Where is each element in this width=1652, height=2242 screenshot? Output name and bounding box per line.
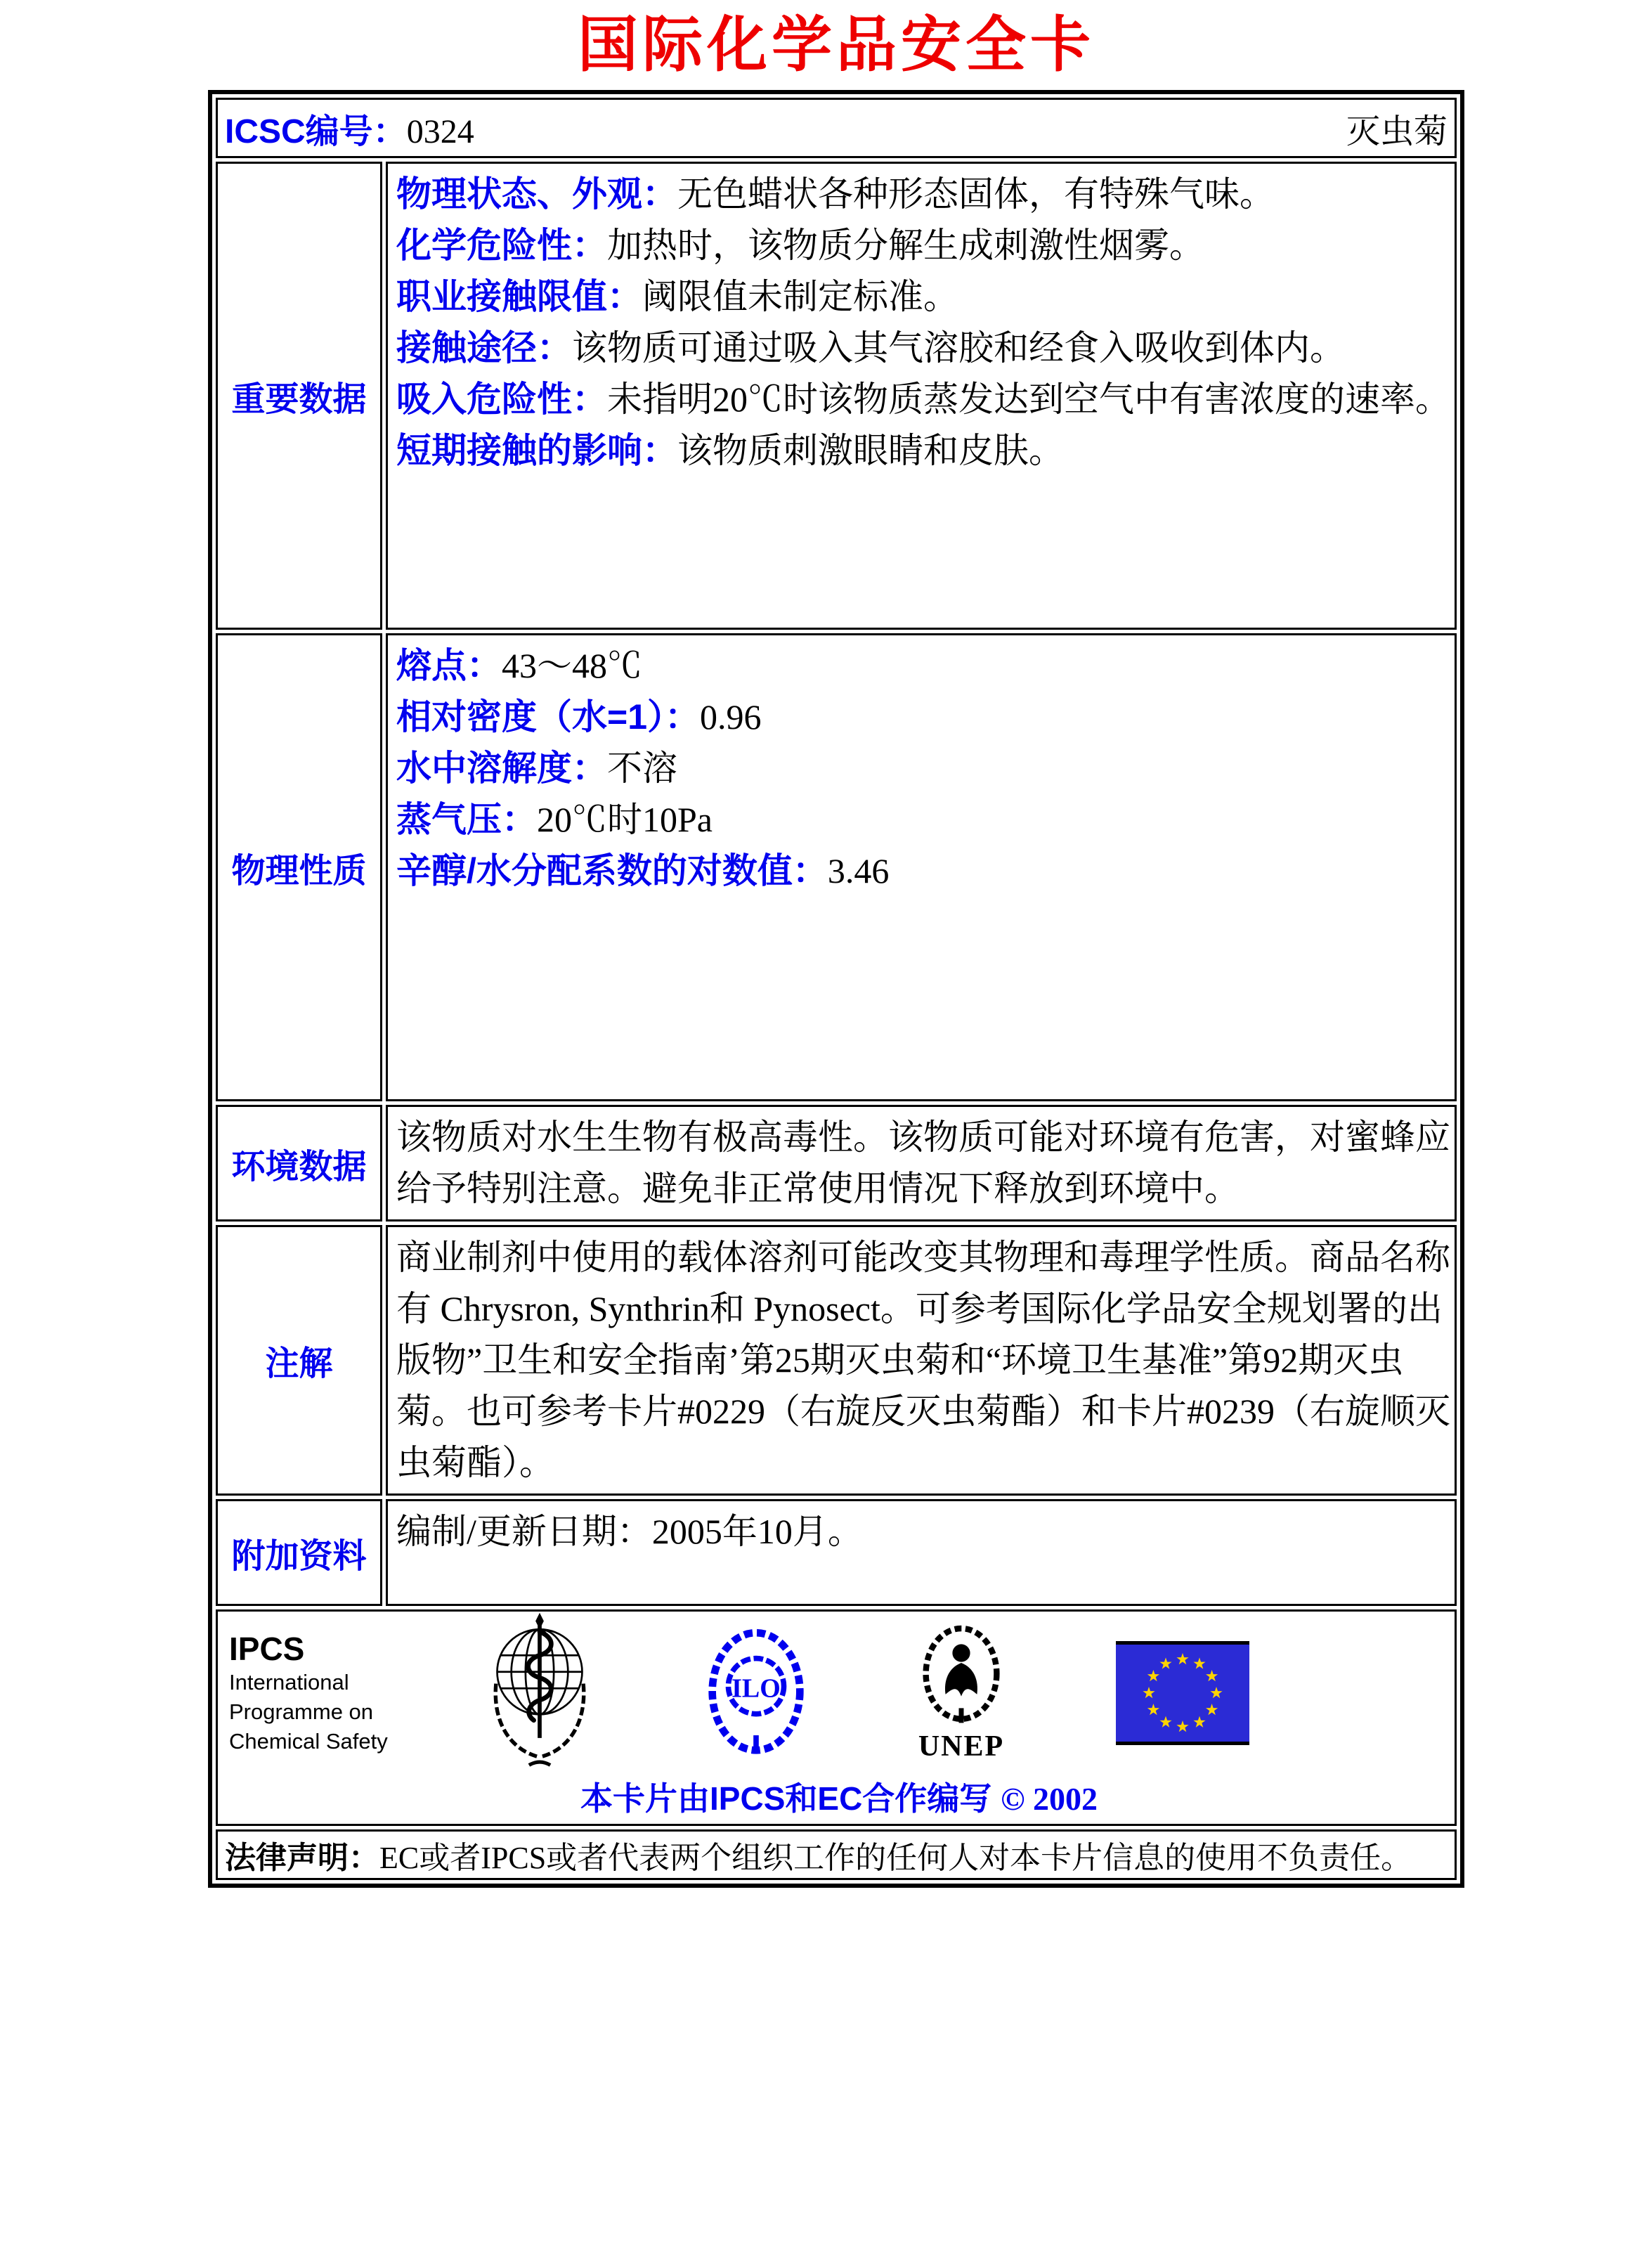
notes-text: 商业制剂中使用的载体溶剂可能改变其物理和毒理学性质。商品名称有 Chrysron, Synthrin和 Pynosect。可参考国际化学品安全规划署的出版物”卫生和安全指南’第25期灭虫菊和“环境卫生基准”第92期灭虫菊。也可参考卡片#0229（右旋反灭虫菊酯）和卡片#0239（右旋顺灭虫菊酯）。 xyxy=(396,1238,1450,1482)
field-text: 3.46 xyxy=(827,851,890,890)
field-text: 43～48℃ xyxy=(502,646,642,685)
field-label: 吸入危险性： xyxy=(396,380,607,419)
physical-properties-section-label: 物理性质 xyxy=(231,852,367,890)
field-vapor-pressure xyxy=(396,794,1452,845)
field-text: 无色蜡状各种形态固体，有特殊气味。 xyxy=(677,174,1275,214)
credit-line xyxy=(223,1773,1455,1820)
ipcs-line-2: Programme on xyxy=(229,1699,374,1724)
chemical-name: 灭虫菊 xyxy=(1346,112,1448,150)
environmental-data-text: 该物质对水生生物有极高毒性。该物质可能对环境有危害，对蜜蜂应给予特别注意。避免非正常使用情况下释放到环境中。 xyxy=(396,1117,1450,1208)
icsc-number-label: ICSC编号： xyxy=(225,112,407,150)
unep-label: UNEP xyxy=(918,1730,1005,1763)
environmental-data-section-label: 环境数据 xyxy=(231,1148,367,1186)
notes-row xyxy=(216,1225,1457,1496)
field-text: 加热时，该物质分解生成刺激性烟雾。 xyxy=(607,226,1204,265)
field-exposure-route xyxy=(396,323,1452,374)
field-label: 接触途径： xyxy=(396,328,572,368)
field-label: 熔点： xyxy=(396,646,502,685)
ipcs-acronym: IPCS xyxy=(229,1631,305,1667)
field-label: 职业接触限值： xyxy=(396,277,642,316)
header-row xyxy=(216,98,1457,158)
field-text: 阈限值未制定标准。 xyxy=(642,277,958,316)
eu-flag-icon xyxy=(1116,1641,1249,1745)
field-short-term-effects xyxy=(396,425,1452,477)
field-text: 该物质可通过吸入其气溶胶和经食入吸收到体内。 xyxy=(572,328,1345,368)
logos-strip xyxy=(223,1619,1455,1768)
icsc-card-table xyxy=(208,90,1464,1888)
field-melting-point xyxy=(396,640,1452,692)
field-label: 相对密度（水=1）： xyxy=(396,697,701,737)
environmental-data-row xyxy=(216,1105,1457,1222)
logos-row xyxy=(216,1609,1457,1826)
unep-logo-icon xyxy=(912,1624,1010,1731)
ilo-logo-icon xyxy=(703,1627,809,1759)
ipcs-text-block xyxy=(223,1630,434,1756)
field-label: 化学危险性： xyxy=(396,226,607,265)
notes-content xyxy=(386,1225,1457,1496)
legal-notice xyxy=(225,1832,1448,1877)
additional-info-text: 编制/更新日期：2005年10月。 xyxy=(396,1512,863,1551)
field-label: 短期接触的影响： xyxy=(396,431,677,470)
additional-info-section-label: 附加资料 xyxy=(231,1537,367,1575)
icsc-number-value: 0324 xyxy=(406,112,474,150)
field-octanol-water xyxy=(396,845,1452,897)
credit-text: 本卡片由IPCS和EC合作编写 xyxy=(580,1780,992,1817)
field-text: 未指明20℃时该物质蒸发达到空气中有害浓度的速率。 xyxy=(607,380,1450,419)
legal-row xyxy=(216,1829,1457,1880)
legal-label: 法律声明： xyxy=(225,1841,379,1875)
ipcs-line-3: Chemical Safety xyxy=(229,1729,388,1754)
who-logo-icon xyxy=(481,1610,599,1776)
field-label: 蒸气压： xyxy=(396,800,537,839)
unep-logo-block xyxy=(912,1624,1010,1762)
field-water-solubility xyxy=(396,743,1452,794)
additional-info-row xyxy=(216,1499,1457,1606)
field-chemical-hazard xyxy=(396,220,1452,271)
environmental-data-content xyxy=(386,1105,1457,1222)
field-physical-state xyxy=(396,169,1452,220)
important-data-content xyxy=(386,162,1457,630)
copyright-text: © 2002 xyxy=(1001,1781,1098,1817)
ilo-label: ILO xyxy=(731,1673,781,1704)
additional-info-content xyxy=(386,1499,1457,1606)
physical-properties-row xyxy=(216,633,1457,1101)
important-data-section-label: 重要数据 xyxy=(231,380,367,418)
notes-section-label: 注解 xyxy=(265,1345,333,1382)
ipcs-line-1: International xyxy=(229,1670,349,1695)
field-text: 20℃时10Pa xyxy=(537,800,713,839)
field-label: 水中溶解度： xyxy=(396,749,607,788)
important-data-row xyxy=(216,162,1457,630)
page-title: 国际化学品安全卡 xyxy=(578,9,1095,80)
field-text: 0.96 xyxy=(700,697,762,737)
field-relative-density xyxy=(396,692,1452,743)
field-inhalation-risk xyxy=(396,374,1452,425)
legal-text: EC或者IPCS或者代表两个组织工作的任何人对本卡片信息的使用不负责任。 xyxy=(379,1841,1412,1875)
physical-properties-content xyxy=(386,633,1457,1101)
icsc-number-group xyxy=(225,104,474,153)
field-label: 辛醇/水分配系数的对数值： xyxy=(396,851,828,890)
field-text: 该物质刺激眼睛和皮肤。 xyxy=(677,431,1064,470)
field-exposure-limit xyxy=(396,271,1452,323)
field-text: 不溶 xyxy=(607,749,677,788)
field-label: 物理状态、外观： xyxy=(396,174,677,214)
